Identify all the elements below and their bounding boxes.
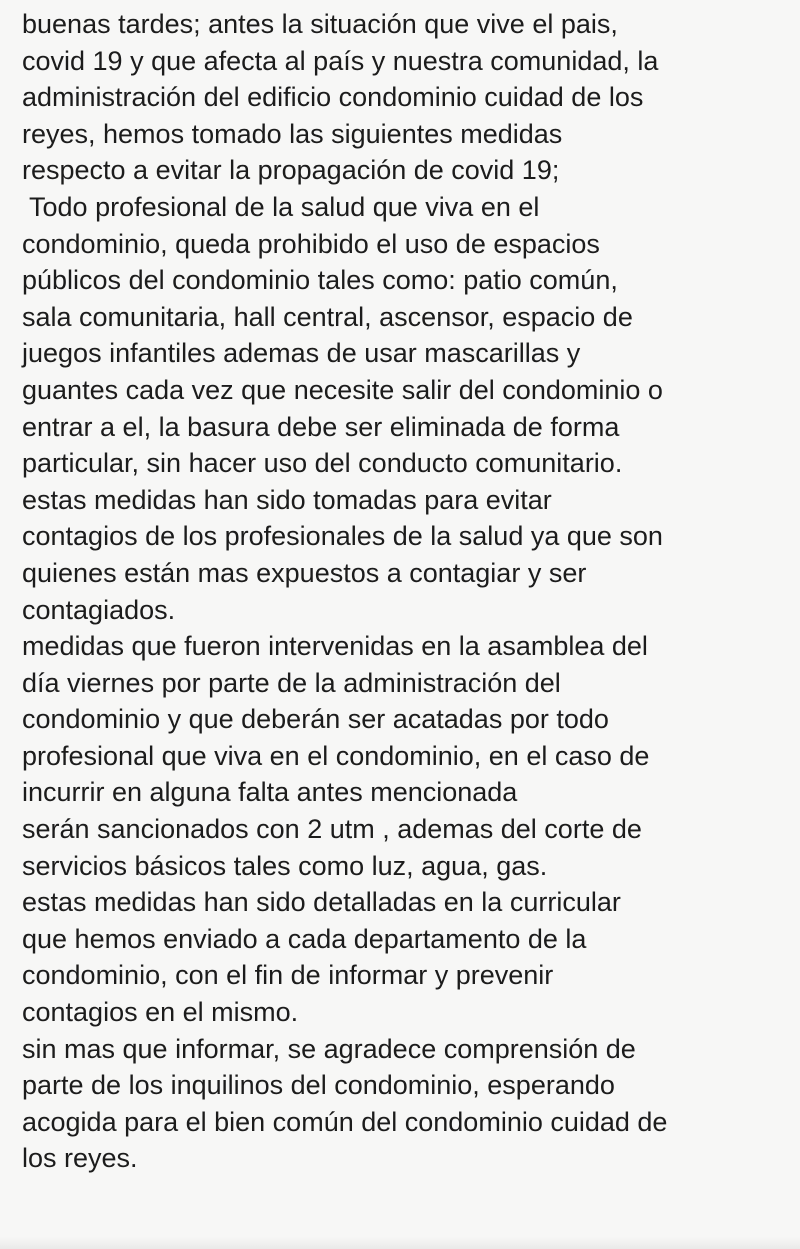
message-line: Todo profesional de la salud que viva en el: [22, 191, 540, 222]
bottom-edge: [0, 1237, 800, 1249]
message-line: quienes están mas expuestos a contagiar y ser: [22, 557, 587, 588]
message-line: particular, sin hacer uso del conducto comunitario.: [22, 448, 623, 479]
message-line: condominio, queda prohibido el uso de espacios: [22, 228, 600, 259]
message-line: que hemos enviado a cada departamento de la: [22, 923, 587, 954]
message-line: sala comunitaria, hall central, ascensor, espacio de: [22, 301, 633, 332]
message-line: entrar a el, la basura debe ser eliminada de forma: [22, 411, 620, 442]
message-line: estas medidas han sido detalladas en la curricular: [22, 887, 621, 918]
message-line: contagios de los profesionales de la salud ya que son: [22, 521, 663, 552]
message-line: condominio y que deberán ser acatadas por todo: [22, 704, 609, 735]
message-line: parte de los inquilinos del condominio, esperando: [22, 1070, 615, 1101]
message-line: día viernes por parte de la administración del: [22, 667, 561, 698]
message-line: los reyes.: [22, 1143, 138, 1174]
message-line: públicos del condominio tales como: patio común,: [22, 265, 618, 296]
message-line: serán sancionados con 2 utm , ademas del corte de: [22, 814, 642, 845]
message-line: contagios en el mismo.: [22, 997, 299, 1028]
message-line: juegos infantiles ademas de usar mascarillas y: [22, 338, 581, 369]
message-line: respecto a evitar la propagación de covid 19;: [22, 155, 560, 186]
message-text: [22, 6, 792, 1177]
message-line: servicios básicos tales como luz, agua, gas.: [22, 850, 548, 881]
message-line: guantes cada vez que necesite salir del condominio o: [22, 374, 663, 405]
message-line: contagiados.: [22, 594, 176, 625]
message-line: profesional que viva en el condominio, en el caso de: [22, 740, 650, 771]
message-line: buenas tardes; antes la situación que vive el pais,: [22, 9, 618, 39]
message-line: medidas que fueron intervenidas en la asamblea del: [22, 631, 648, 662]
message-line: estas medidas han sido tomadas para evitar: [22, 484, 552, 515]
message-line: covid 19 y que afecta al país y nuestra comunidad, la: [22, 45, 659, 76]
message-line: sin mas que informar, se agradece comprensión de: [22, 1033, 636, 1064]
message-line: condominio, con el fin de informar y prevenir: [22, 960, 554, 991]
message-line: acogida para el bien común del condominio cuidad de: [22, 1106, 668, 1137]
message-line: reyes, hemos tomado las siguientes medidas: [22, 118, 563, 149]
message-line: administración del edificio condominio cuidad de los: [22, 82, 644, 113]
message-line: incurrir en alguna falta antes mencionada: [22, 777, 518, 808]
